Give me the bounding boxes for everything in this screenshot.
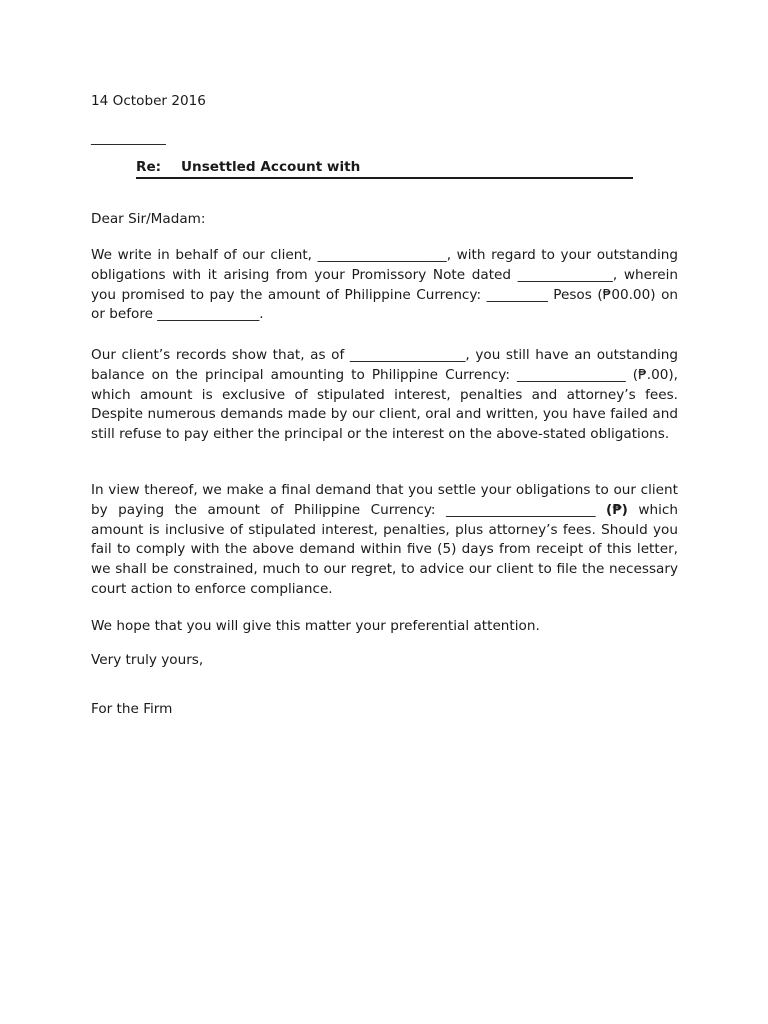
subject-text: Unsettled Account with [181, 159, 361, 175]
addressee-blank: ___________ [91, 130, 166, 146]
subject-line [136, 157, 633, 179]
paragraph-final-demand [91, 481, 678, 600]
final-demand-text-2: which amount is inclusive of stipulated interest, penalties, plus attorney’s fees. Should you fail to comply with the above demand within five (5) days from receipt of this letter, we shall be constrained, much to our regret, to advice our client to file the necessary court action to enforce compliance. [91, 501, 678, 597]
final-demand-text-1: In view thereof, we make a final demand that you settle your obligations to our client by paying the amount of Philippine Currency: ______________________ [91, 482, 678, 518]
valediction: Very truly yours, [91, 652, 204, 668]
signature-line: For the Firm [91, 701, 173, 717]
closing-line: We hope that you will give this matter your preferential attention. [91, 618, 540, 634]
letter-date: 14 October 2016 [91, 93, 206, 109]
salutation: Dear Sir/Madam: [91, 211, 206, 227]
paragraph-obligation: We write in behalf of our client, ___________________, with regard to your outstanding obligations with it arising from your Promissory Note dated ______________, wherein you promised to pay the amount of Philippine Currency: _________ Pesos (₱00.00) on or before _______________. [91, 247, 678, 323]
paragraph-records: Our client’s records show that, as of _________________, you still have an outstanding balance on the principal amounting to Philippine Currency: ________________ (₱.00), which amount is exclusive of stipulated interest, penalties and attorney’s fees. Despite numerous demands made by our client, oral and written, you have failed and still refuse to pay either the principal or the interest on the above-stated obligations. [91, 347, 678, 443]
subject-label: Re: [136, 159, 162, 175]
peso-amount-bold: (₱) [606, 501, 628, 518]
